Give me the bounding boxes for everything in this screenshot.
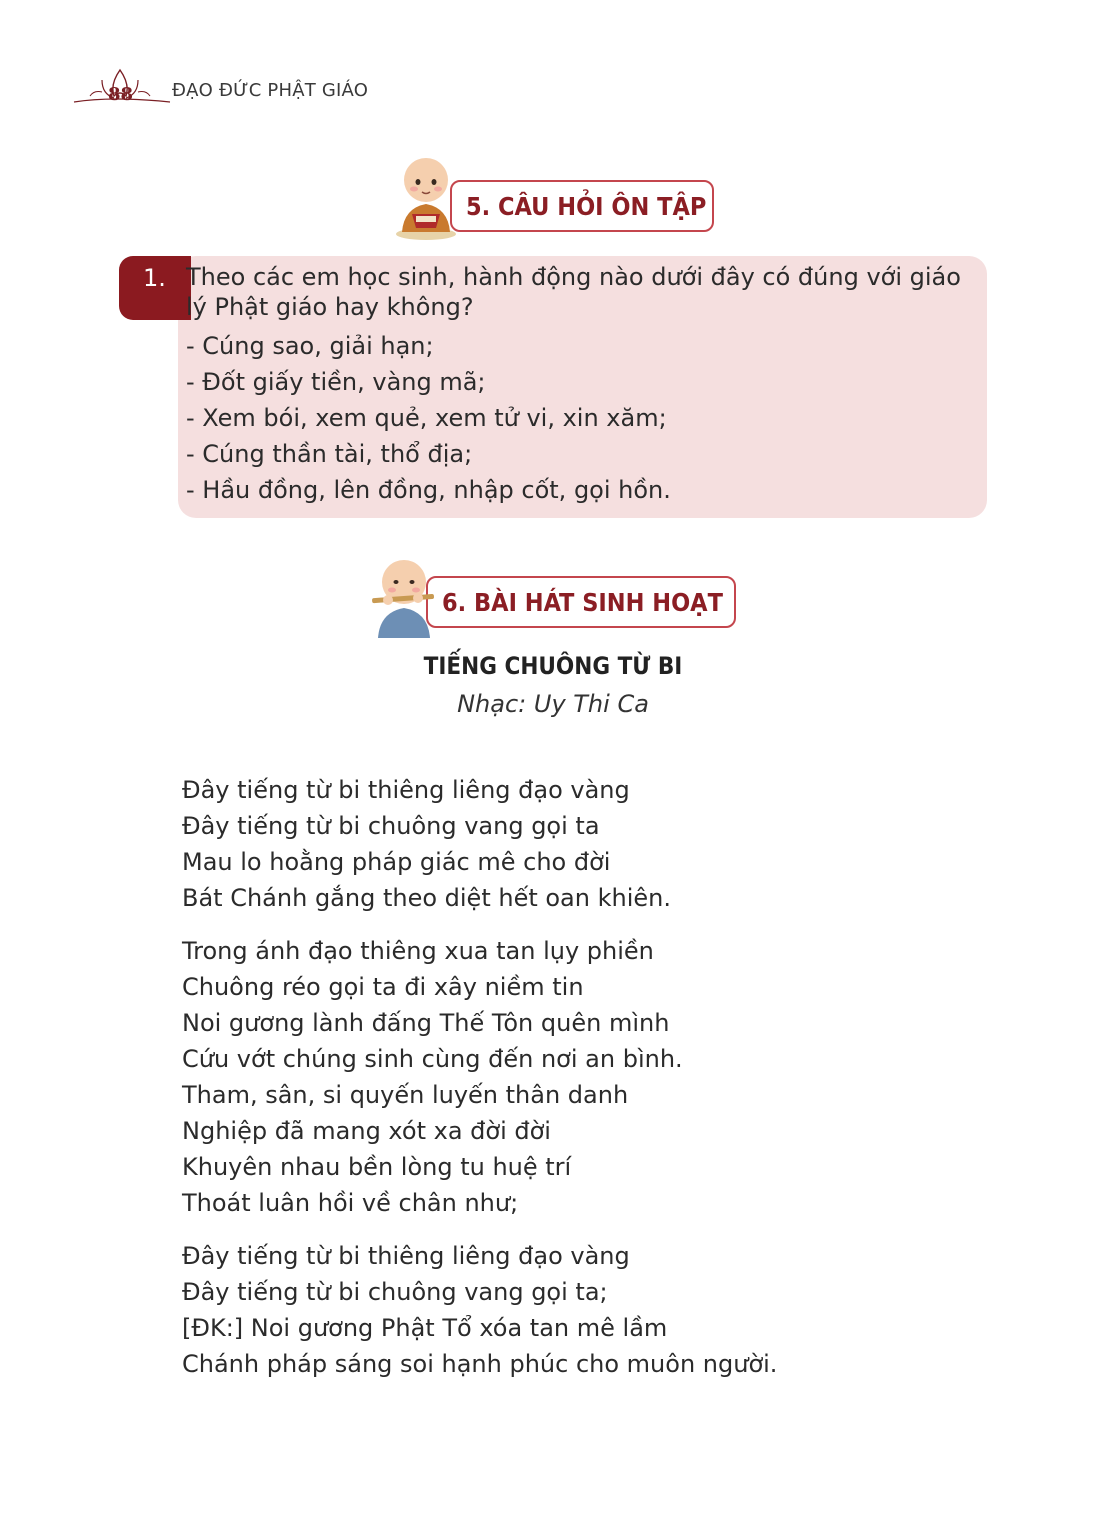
verse-2: [182, 933, 683, 1221]
list-item: - Cúng thần tài, thổ địa;: [186, 440, 473, 468]
section-title: [426, 576, 736, 628]
lyric-line: Chánh pháp sáng soi hạnh phúc cho muôn người.: [182, 1350, 778, 1378]
lyric-line: Tham, sân, si quyến luyến thân danh: [182, 1081, 629, 1109]
lyric-line: Noi gương lành đấng Thế Tôn quên mình: [182, 1009, 670, 1037]
section-title: [450, 180, 714, 232]
lyric-line: Chuông réo gọi ta đi xây niềm tin: [182, 973, 584, 1001]
book-title: ĐẠO ĐỨC PHẬT GIÁO: [172, 80, 369, 101]
monk-reading-icon: [390, 152, 462, 242]
song-title: TIẾNG CHUÔNG TỪ BI: [423, 652, 683, 680]
page-number: 88: [108, 84, 134, 105]
list-item: - Cúng sao, giải hạn;: [186, 332, 434, 360]
page-header: [72, 66, 372, 112]
list-item: - Xem bói, xem quẻ, xem tử vi, xin xăm;: [186, 404, 667, 432]
list-item: - Đốt giấy tiền, vàng mã;: [186, 368, 486, 396]
lyric-line: Đây tiếng từ bi thiêng liêng đạo vàng: [182, 776, 630, 804]
verse-3: [182, 1238, 777, 1382]
lyric-line: Khuyên nhau bền lòng tu huệ trí: [182, 1153, 572, 1181]
section-banner-review: [390, 152, 720, 242]
lyric-line: [ĐK:] Noi gương Phật Tổ xóa tan mê lầm: [182, 1314, 668, 1342]
lyric-line: Bát Chánh gắng theo diệt hết oan khiên.: [182, 884, 671, 912]
lyric-line: Mau lo hoằng pháp giác mê cho đời: [182, 848, 611, 876]
question-text: [186, 262, 981, 322]
lyric-line: Đây tiếng từ bi chuông vang gọi ta;: [182, 1278, 608, 1306]
list-item: - Hầu đồng, lên đồng, nhập cốt, gọi hồn.: [186, 476, 671, 504]
lyric-line: Đây tiếng từ bi thiêng liêng đạo vàng: [182, 1242, 630, 1270]
song-composer: Nhạc: Uy Thi Ca: [457, 690, 649, 718]
verse-1: [182, 772, 671, 916]
lyric-line: Nghiệp đã mang xót xa đời đời: [182, 1117, 551, 1145]
section-title-text: 5. CÂU HỎI ÔN TẬP: [466, 191, 707, 221]
question-line: Theo các em học sinh, hành động nào dưới đây có đúng với giáo: [186, 263, 961, 291]
lyric-line: Thoát luân hồi về chân như;: [182, 1189, 519, 1217]
section-banner-song: [368, 552, 740, 642]
question-line: lý Phật giáo hay không?: [186, 293, 474, 321]
monk-flute-icon: [368, 552, 440, 642]
question-number: 1.: [119, 256, 191, 320]
lyric-line: Đây tiếng từ bi chuông vang gọi ta: [182, 812, 600, 840]
section-title-text: 6. BÀI HÁT SINH HOẠT: [442, 587, 723, 617]
lyric-line: Trong ánh đạo thiêng xua tan lụy phiền: [182, 937, 654, 965]
question-items: [186, 328, 671, 508]
lyric-line: Cứu vớt chúng sinh cùng đến nơi an bình.: [182, 1045, 683, 1073]
